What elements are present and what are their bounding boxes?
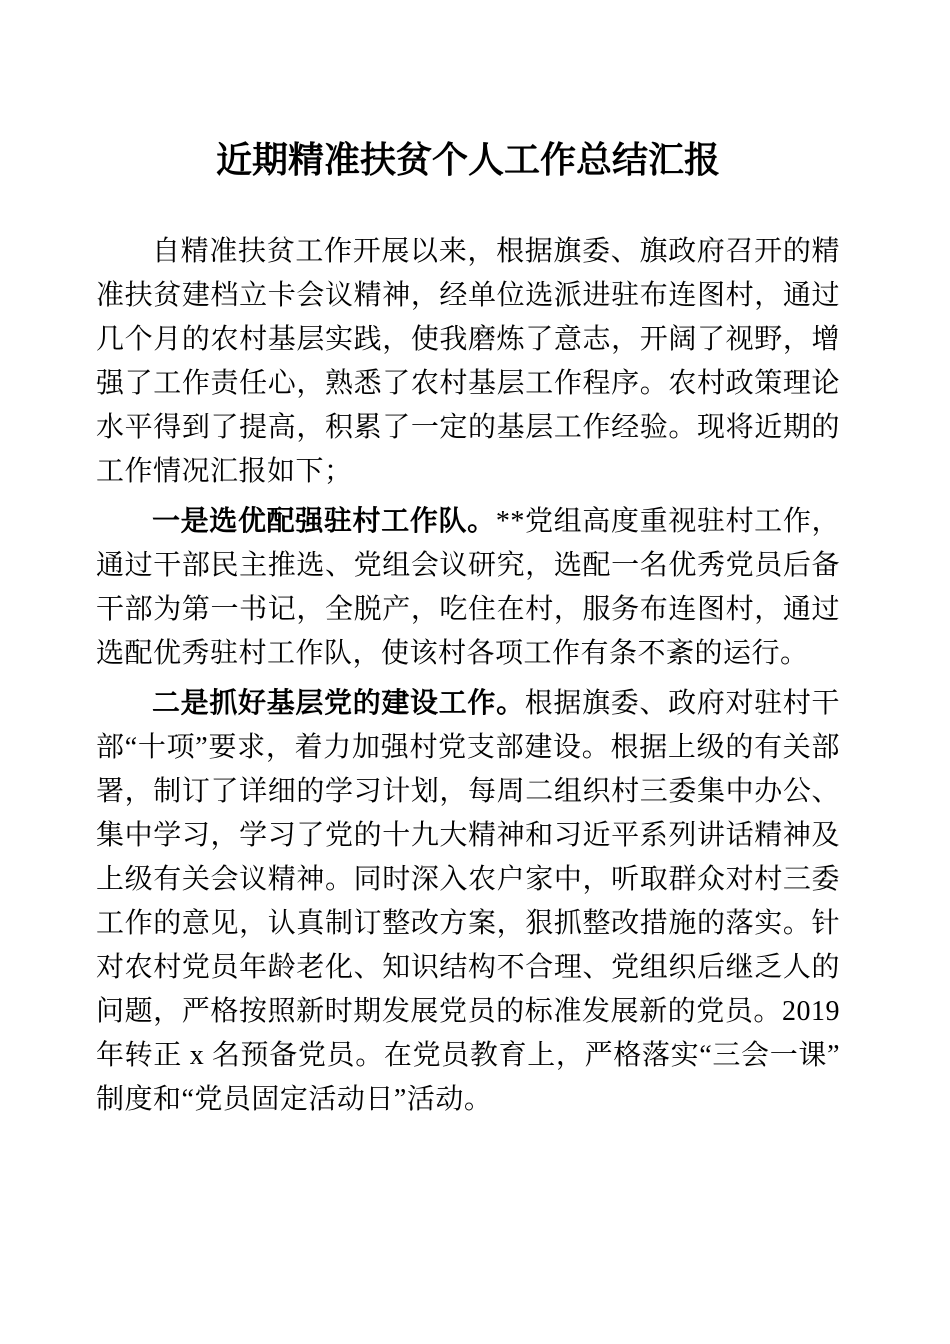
paragraph-intro-text: 自精准扶贫工作开展以来，根据旗委、旗政府召开的精准扶贫建档立卡会议精神，经单位选派进驻布连图村，通过几个月的农村基层实践，使我磨炼了意志，开阔了视野，增强了工作责任心，熟悉了农村基层工作程序。农村政策理论水平得到了提高，积累了一定的基层工作经验。现将近期的工作情况汇报如下； bbox=[96, 236, 840, 487]
paragraph-point-two-lead: 二是抓好基层党的建设工作。 bbox=[152, 688, 525, 719]
paragraph-point-two-text: 根据旗委、政府对驻村干部“十项”要求，着力加强村党支部建设。根据上级的有关部署，制订了详细的学习计划，每周二组织村三委集中办公、集中学习，学习了党的十九大精神和习近平系列讲话精神及上级有关会议精神。同时深入农户家中，听取群众对村三委工作的意见，认真制订整改方案，狠抓整改措施的落实。针对农村党员年龄老化、知识结构不合理、党组织后继乏人的问题，严格按照新时期发展党员的标准发展新的党员。2019 年转正 x 名预备党员。在党员教育上，严格落实“三会一课”制度和“党员固定活动日”活动。 bbox=[96, 688, 840, 1115]
paragraph-point-one-lead: 一是选优配强驻村工作队。 bbox=[152, 506, 496, 537]
paragraph-point-two bbox=[96, 682, 840, 1122]
document-title: 近期精准扶贫个人工作总结汇报 bbox=[215, 140, 720, 180]
paragraph-point-one bbox=[96, 500, 840, 676]
paragraph-intro bbox=[96, 230, 840, 494]
paragraph-point-one-text: **党组高度重视驻村工作，通过干部民主推选、党组会议研究，选配一名优秀党员后备干部为第一书记，全脱产，吃住在村，服务布连图村，通过选配优秀驻村工作队，使该村各项工作有条不紊的运行。 bbox=[96, 506, 840, 669]
